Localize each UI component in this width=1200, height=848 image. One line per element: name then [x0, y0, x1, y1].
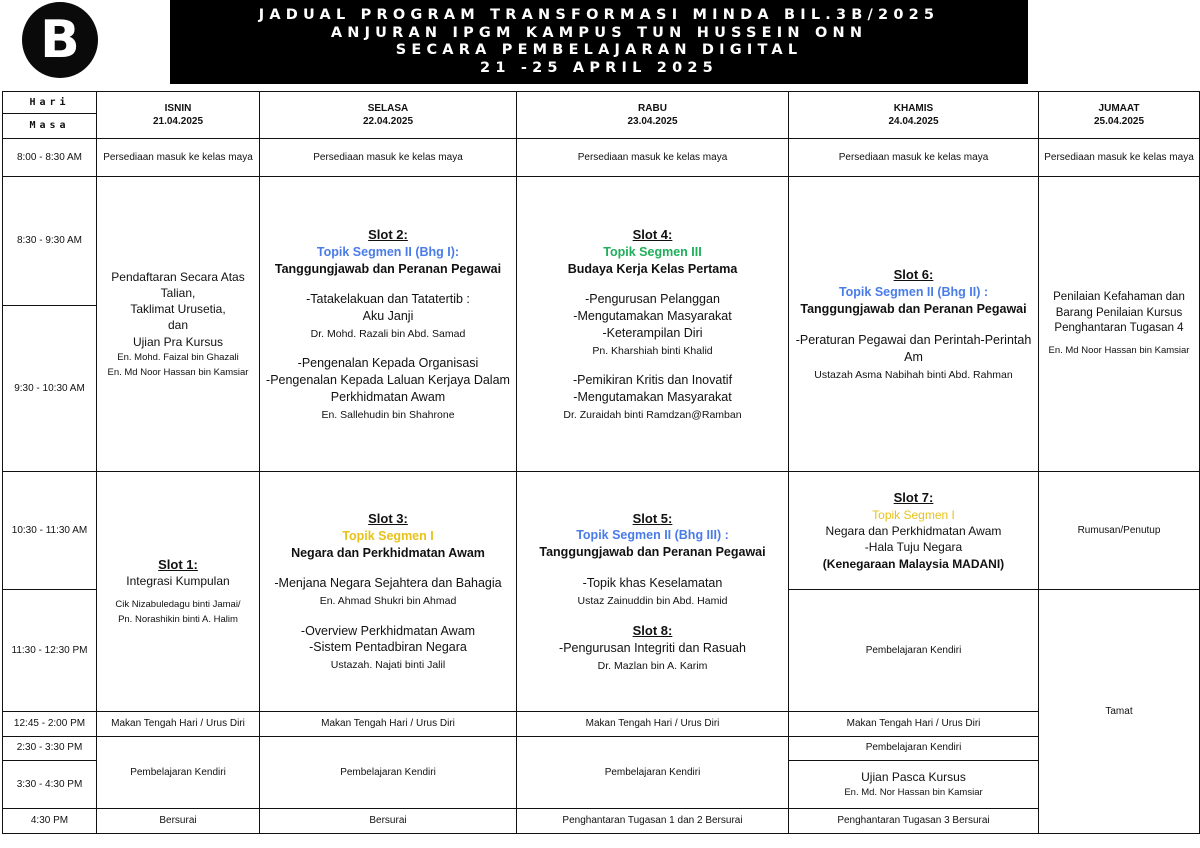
cell-prep-khamis: Persediaan masuk ke kelas maya [789, 139, 1039, 177]
time-1430: 2:30 - 3:30 PM [3, 736, 97, 760]
header-selasa: SELASA 22.04.2025 [260, 92, 517, 139]
cell-jumaat-morning: Penilaian Kefahaman dan Barang Penilaian Kursus Penghantaran Tugasan 4 En. Md Noor Hassan bin Kamsiar [1039, 177, 1200, 472]
cell-jumaat-closing: Rumusan/Penutup [1039, 471, 1200, 589]
cell-afternoon-khamis: Pembelajaran Kendiri [789, 736, 1039, 760]
header-rabu: RABU 23.04.2025 [517, 92, 789, 139]
cell-isnin-morning: Pendaftaran Secara Atas Talian, Taklimat Urusetia, dan Ujian Pra Kursus En. Mohd. Faizal bin Ghazali En. Md Noor Hassan bin Kamsiar [97, 177, 260, 472]
cell-rabu-slot5: Slot 5: Topik Segmen II (Bhg III) : Tanggungjawab dan Peranan Pegawai -Topik khas Keselamatan Ustaz Zainuddin bin Abd. Hamid Slot 8: -Pengurusan Integriti dan Rasuah Dr. Mazlan bin A. Karim [517, 471, 789, 711]
cell-lunch-isnin: Makan Tengah Hari / Urus Diri [97, 711, 260, 736]
cell-jumaat-end: Tamat [1039, 590, 1200, 834]
title-line-4: 21 -25 APRIL 2025 [480, 59, 718, 76]
cell-khamis-self-study: Pembelajaran Kendiri [789, 590, 1039, 711]
cell-lunch-selasa: Makan Tengah Hari / Urus Diri [260, 711, 517, 736]
time-1245: 12:45 - 2:00 PM [3, 711, 97, 736]
cell-selasa-slot2: Slot 2: Topik Segmen II (Bhg I): Tanggungjawab dan Peranan Pegawai -Tatakelakuan dan Tatatertib : Aku Janji Dr. Mohd. Razali bin Abd. Samad -Pengenalan Kepada Organisasi -Pengenalan Kepada Laluan Kerjaya Dalam Perkhidmatan Awam En. Sallehudin bin Shahrone [260, 177, 517, 472]
title-line-1: JADUAL PROGRAM TRANSFORMASI MINDA BIL.3B/2025 [258, 7, 940, 23]
cell-khamis-slot7: Slot 7: Topik Segmen I Negara dan Perkhidmatan Awam -Hala Tuju Negara (Kenegaraan Malaysia MADANI) [789, 471, 1039, 589]
header-isnin: ISNIN 21.04.2025 [97, 92, 260, 139]
time-1030: 10:30 - 11:30 AM [3, 471, 97, 589]
logo-badge [22, 2, 98, 78]
cell-khamis-slot6: Slot 6: Topik Segmen II (Bhg II) : Tanggungjawab dan Peranan Pegawai -Peraturan Pegawai dan Perintah-Perintah Am Ustazah Asma Nabihah binti Abd. Rahman [789, 177, 1039, 472]
cell-lunch-rabu: Makan Tengah Hari / Urus Diri [517, 711, 789, 736]
cell-dismiss-khamis: Penghantaran Tugasan 3 Bersurai [789, 808, 1039, 833]
time-1530: 3:30 - 4:30 PM [3, 760, 97, 808]
cell-prep-rabu: Persediaan masuk ke kelas maya [517, 139, 789, 177]
title-line-3: SECARA PEMBELAJARAN DIGITAL [395, 42, 803, 58]
cell-khamis-post-test: Ujian Pasca Kursus En. Md. Nor Hassan bin Kamsiar [789, 760, 1039, 808]
time-0830: 8:30 - 9:30 AM [3, 177, 97, 305]
cell-rabu-slot4: Slot 4: Topik Segmen III Budaya Kerja Kelas Pertama -Pengurusan Pelanggan -Mengutamakan Masyarakat -Keterampilan Diri Pn. Kharshiah binti Khalid -Pemikiran Kritis dan Inovatif -Mengutamakan Masyarakat Dr. Zuraidah binti Ramdzan@Ramban [517, 177, 789, 472]
row-1245 [3, 711, 1200, 736]
cell-selasa-slot3: Slot 3: Topik Segmen I Negara dan Perkhidmatan Awam -Menjana Negara Sejahtera dan Bahagia En. Ahmad Shukri bin Ahmad -Overview Perkhidmatan Awam -Sistem Pentadbiran Negara Ustazah. Najati binti Jalil [260, 471, 517, 711]
header-row [3, 92, 1200, 114]
header-khamis: KHAMIS 24.04.2025 [789, 92, 1039, 139]
cell-dismiss-isnin: Bersurai [97, 808, 260, 833]
time-0800: 8:00 - 8:30 AM [3, 139, 97, 177]
cell-prep-selasa: Persediaan masuk ke kelas maya [260, 139, 517, 177]
cell-dismiss-rabu: Penghantaran Tugasan 1 dan 2 Bersurai [517, 808, 789, 833]
time-1630: 4:30 PM [3, 808, 97, 833]
time-1130: 11:30 - 12:30 PM [3, 590, 97, 711]
cell-prep-isnin: Persediaan masuk ke kelas maya [97, 139, 260, 177]
schedule-table [2, 91, 1200, 834]
row-0830 [3, 177, 1200, 305]
row-0800 [3, 139, 1200, 177]
title-banner [170, 0, 1028, 84]
cell-afternoon-selasa: Pembelajaran Kendiri [260, 736, 517, 808]
title-line-2: ANJURAN IPGM KAMPUS TUN HUSSEIN ONN [330, 24, 868, 41]
header-masa: Masa [3, 114, 97, 139]
cell-dismiss-selasa: Bersurai [260, 808, 517, 833]
time-0930: 9:30 - 10:30 AM [3, 305, 97, 471]
logo-letter: B [40, 10, 80, 70]
row-1030 [3, 471, 1200, 589]
cell-prep-jumaat: Persediaan masuk ke kelas maya [1039, 139, 1200, 177]
cell-lunch-khamis: Makan Tengah Hari / Urus Diri [789, 711, 1039, 736]
row-1430 [3, 736, 1200, 760]
cell-afternoon-rabu: Pembelajaran Kendiri [517, 736, 789, 808]
cell-afternoon-isnin: Pembelajaran Kendiri [97, 736, 260, 808]
cell-isnin-slot1: Slot 1: Integrasi Kumpulan Cik Nizabuledagu binti Jamai/ Pn. Norashikin binti A. Halim [97, 471, 260, 711]
row-1630 [3, 808, 1200, 833]
header-jumaat: JUMAAT 25.04.2025 [1039, 92, 1200, 139]
header-hari: Hari [3, 92, 97, 114]
